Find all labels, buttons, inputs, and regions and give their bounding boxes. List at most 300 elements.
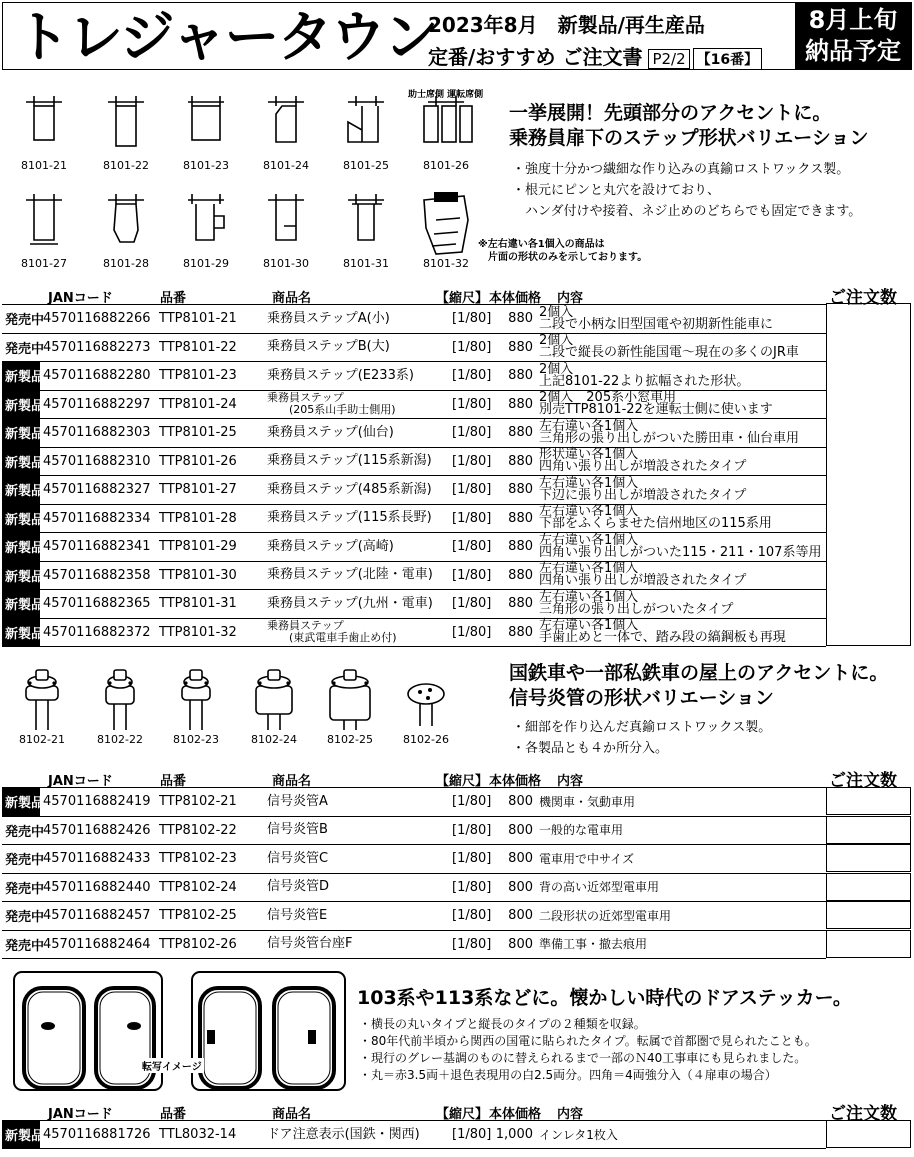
- step-diagram-8101-31: [338, 190, 394, 270]
- table-row: [2, 930, 826, 959]
- scale: [1/80]: [449, 788, 491, 817]
- horn-diagram-8102-25: [324, 666, 376, 746]
- col-desc: 内容: [557, 291, 584, 306]
- jan-code: 4570116882266: [40, 305, 156, 334]
- product-name: 乗務員ステップB(大): [267, 339, 390, 355]
- col-desc: 内容: [557, 774, 584, 789]
- diagram-label: 8102-24: [251, 733, 297, 746]
- jan-code: 4570116882372: [40, 618, 156, 647]
- status-badge: 新製品: [2, 476, 40, 505]
- diagram-label: 8101-28: [103, 257, 149, 270]
- desc-line2: 下部をふくらませた信州地区の115系用: [539, 516, 772, 532]
- price: 800: [491, 788, 536, 817]
- step-diagram-8101-26: [418, 92, 474, 172]
- price: 880: [491, 333, 536, 362]
- product-name-cell: [264, 561, 449, 590]
- product-code: TTP8102-21: [156, 788, 264, 817]
- price: 880: [491, 362, 536, 391]
- diagram-label: 8101-30: [263, 257, 309, 270]
- table-row: [2, 845, 826, 874]
- delivery-month: 8月上旬: [808, 6, 898, 34]
- desc-line1: 左右違い各1個入: [539, 504, 639, 520]
- scale: [1/80]: [449, 1121, 491, 1149]
- step-diagram-8101-30: [258, 190, 314, 270]
- desc-line1: 二段形状の近郊型電車用: [539, 908, 672, 923]
- product-name-cell: [264, 447, 449, 476]
- diagram-label: 8102-21: [19, 733, 65, 746]
- diagram-label: 8102-25: [327, 733, 373, 746]
- scale: [1/80]: [449, 390, 491, 419]
- description: [536, 590, 826, 619]
- scale: [1/80]: [449, 476, 491, 505]
- horn-diagram-8102-24: [248, 666, 300, 746]
- desc-line2: 上記8101-22より拡幅された形状。: [539, 373, 750, 389]
- col-order: ご注文数: [829, 1104, 897, 1124]
- table-row: [2, 504, 826, 533]
- price: 880: [491, 390, 536, 419]
- header-line1: 2023年8月 新製品/再生産品: [428, 13, 705, 37]
- product-name: 乗務員ステップ: [267, 619, 344, 633]
- product-name-cell: [264, 788, 449, 817]
- form-number: 【16番】: [693, 48, 762, 70]
- col-scale: 【縮尺】: [436, 774, 489, 789]
- desc-line1: 左右違い各1個入: [539, 561, 639, 577]
- table-row: [2, 590, 826, 619]
- product-name: 信号炎管D: [267, 879, 330, 895]
- status-badge: 新製品: [2, 618, 40, 647]
- desc-line2: 三角形の張り出しがついたタイプ: [539, 601, 734, 617]
- description: [536, 362, 826, 391]
- status-badge: 新製品: [2, 533, 40, 562]
- scale: [1/80]: [449, 930, 491, 959]
- price: 880: [491, 533, 536, 562]
- diagram-label: 8101-31: [343, 257, 389, 270]
- doors-bullet-4: ・丸＝赤3.5両＋退色表現用の白2.5両分。四角＝4両強分入（４扉車の場合）: [359, 1068, 777, 1082]
- desc-line1: 機関車・気動車用: [539, 794, 636, 809]
- price: 1,000: [491, 1121, 536, 1149]
- product-name-sub: (205系山手助士側用): [289, 403, 396, 417]
- col-jan: JANコード: [48, 1107, 113, 1122]
- order-quantity-box[interactable]: [826, 901, 911, 929]
- description: [536, 476, 826, 505]
- scale: [1/80]: [449, 305, 491, 334]
- product-code: TTP8102-22: [156, 816, 264, 845]
- order-quantity-box[interactable]: [826, 873, 911, 901]
- price: 880: [491, 618, 536, 647]
- horns-title1: 国鉄車や一部私鉄車の屋上のアクセントに。: [509, 662, 889, 684]
- col-code: 品番: [160, 291, 187, 306]
- product-name-sub: (東武電車手歯止め付): [289, 631, 397, 645]
- price: 800: [491, 873, 536, 902]
- product-name-cell: [264, 333, 449, 362]
- price: 880: [491, 305, 536, 334]
- col-scale: 【縮尺】: [436, 1107, 489, 1122]
- product-name-cell: [264, 504, 449, 533]
- price: 880: [491, 476, 536, 505]
- step-diagram-8101-22: [98, 92, 154, 172]
- desc-line2: 四角い張り出しが増設されたタイプ: [539, 459, 747, 475]
- status-badge: 発売中: [2, 816, 40, 845]
- description: [536, 561, 826, 590]
- product-name: 乗務員ステップ(E233系): [267, 367, 414, 383]
- door-sticker-illustration: [12, 970, 347, 1092]
- scale: [1/80]: [449, 362, 491, 391]
- table-row: [2, 1121, 826, 1149]
- col-code: 品番: [160, 1107, 187, 1122]
- status-badge: 新製品: [2, 1121, 40, 1149]
- product-code: TTP8101-21: [156, 305, 264, 334]
- jan-code: 4570116882310: [40, 447, 156, 476]
- description: [536, 930, 826, 959]
- col-price: 本体価格: [489, 1107, 542, 1122]
- scale: [1/80]: [449, 590, 491, 619]
- product-name: 信号炎管台座F: [267, 936, 353, 952]
- desc-line2: 三角形の張り出しがついた勝田車・仙台車用: [539, 430, 800, 446]
- step-diagram-8101-21: [16, 92, 72, 172]
- step-diagram-8101-25: [338, 92, 394, 172]
- product-code: TTP8101-23: [156, 362, 264, 391]
- diagram-label: 8101-23: [183, 159, 229, 172]
- desc-line2: 別売TTP8101-22を運転士側に使います: [539, 402, 773, 418]
- door-sticker-icon: [12, 970, 347, 1092]
- product-code: TTP8102-26: [156, 930, 264, 959]
- step-diagram-8101-27: [16, 190, 72, 270]
- desc-line1: 左右違い各1個入: [539, 532, 639, 548]
- table-row: [2, 816, 826, 845]
- description: [536, 390, 826, 419]
- desc-line1: インレタ1枚入: [539, 1127, 618, 1142]
- product-code: TTP8101-29: [156, 533, 264, 562]
- jan-code: 4570116882280: [40, 362, 156, 391]
- step-diagram-8101-24: [258, 92, 314, 172]
- jan-code: 4570116881726: [40, 1121, 156, 1149]
- horns-table: [2, 787, 826, 959]
- product-name-cell: [264, 618, 449, 647]
- product-name-cell: [264, 476, 449, 505]
- header-line2: [428, 41, 762, 70]
- scale: [1/80]: [449, 561, 491, 590]
- product-name: ドア注意表示(国鉄・関西): [267, 1126, 420, 1142]
- horn-diagram-8102-26: [400, 666, 452, 746]
- col-price: 本体価格: [489, 774, 542, 789]
- description: [536, 618, 826, 647]
- description: [536, 902, 826, 931]
- step-diagram-8101-29: [178, 190, 234, 270]
- diagram-label: 8102-23: [173, 733, 219, 746]
- doors-title: 103系や113系などに。懐かしい時代のドアステッカー。: [357, 987, 852, 1009]
- product-name-cell: [264, 533, 449, 562]
- steps-title2: 乗務員扉下のステップ形状バリエーション: [509, 127, 869, 149]
- horn-diagram-8102-23: [170, 666, 222, 746]
- product-name: 信号炎管A: [267, 793, 328, 809]
- desc-line2: 二段で縦長の新性能国電～現在の多くのJR車: [539, 345, 799, 361]
- col-price: 本体価格: [489, 291, 542, 306]
- transfer-label: 転写イメージ: [140, 1058, 204, 1073]
- product-code: TTL8032-14: [156, 1121, 264, 1149]
- diagram-label: 8101-26: [423, 159, 469, 172]
- scale: [1/80]: [449, 902, 491, 931]
- col-desc: 内容: [557, 1107, 584, 1122]
- col-code: 品番: [160, 774, 187, 789]
- desc-line2: 四角い張り出しが増設されたタイプ: [539, 573, 747, 589]
- header: [2, 2, 912, 70]
- product-name: 乗務員ステップ(485系新潟): [267, 481, 432, 497]
- jan-code: 4570116882303: [40, 419, 156, 448]
- description: [536, 333, 826, 362]
- steps-bullet-3: ハンダ付けや接着、ネジ止めのどちらでも固定できます。: [512, 204, 862, 219]
- product-name: 乗務員ステップ(高崎): [267, 538, 394, 554]
- table-row: [2, 873, 826, 902]
- description: [536, 533, 826, 562]
- product-name-cell: [264, 419, 449, 448]
- product-code: TTP8101-30: [156, 561, 264, 590]
- desc-line1: 2個入: [539, 304, 574, 320]
- price: 880: [491, 561, 536, 590]
- jan-code: 4570116882341: [40, 533, 156, 562]
- product-name-cell: [264, 590, 449, 619]
- brand-title: トレジャータウン: [15, 5, 437, 69]
- table-row: [2, 618, 826, 647]
- price: 800: [491, 930, 536, 959]
- order-form-title: 定番/おすすめ ご注文書: [428, 45, 643, 69]
- col-jan: JANコード: [48, 291, 113, 306]
- status-badge: 新製品: [2, 419, 40, 448]
- description: [536, 419, 826, 448]
- product-name: 乗務員ステップ(北陸・電車): [267, 567, 433, 583]
- horn-diagram-8102-21: [16, 666, 68, 746]
- jan-code: 4570116882433: [40, 845, 156, 874]
- scale: [1/80]: [449, 618, 491, 647]
- desc-line2: 四角い張り出しがついた115・211・107系等用: [539, 544, 822, 560]
- scale: [1/80]: [449, 845, 491, 874]
- desc-line1: 形状違い各1個入: [539, 447, 639, 463]
- doors-bullet-3: ・現行のグレー基調のものに替えられるまで一部のＮ40工事車にも見られました。: [359, 1051, 807, 1065]
- table-row: [2, 390, 826, 419]
- price: 880: [491, 590, 536, 619]
- description: [536, 873, 826, 902]
- desc-line1: 左右違い各1個入: [539, 618, 639, 634]
- desc-line2: 手歯止めと一体で、踏み段の縞鋼板も再現: [539, 630, 786, 646]
- col-jan: JANコード: [48, 774, 113, 789]
- order-quantity-box[interactable]: [826, 816, 911, 844]
- product-name-cell: [264, 930, 449, 959]
- description: [536, 816, 826, 845]
- desc-line1: 2個入: [539, 361, 574, 377]
- table-row: [2, 561, 826, 590]
- price: 800: [491, 816, 536, 845]
- steps-table: [2, 304, 826, 647]
- status-badge: 新製品: [2, 590, 40, 619]
- doors-table: [2, 1120, 826, 1149]
- horns-bullet-1: ・細部を作り込んだ真鍮ロストワックス製。: [512, 720, 772, 735]
- desc-line1: 電車用で中サイズ: [539, 851, 635, 866]
- description: [536, 788, 826, 817]
- diagram-label: 8101-32: [423, 257, 469, 270]
- order-quantity-box[interactable]: [826, 844, 911, 872]
- steps-note-2: 片面の形状のみを示しております。: [488, 252, 648, 263]
- status-badge: 発売中: [2, 305, 40, 334]
- jan-code: 4570116882327: [40, 476, 156, 505]
- desc-line1: 左右違い各1個入: [539, 475, 639, 491]
- status-badge: 新製品: [2, 447, 40, 476]
- product-name: 乗務員ステップ(115系新潟): [267, 453, 432, 469]
- product-name: 乗務員ステップ(仙台): [267, 424, 394, 440]
- step-diagram-8101-23: [178, 92, 234, 172]
- product-code: TTP8101-31: [156, 590, 264, 619]
- product-code: TTP8101-28: [156, 504, 264, 533]
- scale: [1/80]: [449, 533, 491, 562]
- price: 880: [491, 504, 536, 533]
- col-scale: 【縮尺】: [436, 291, 489, 306]
- diagram-label: 8101-21: [21, 159, 67, 172]
- product-name: 信号炎管E: [267, 907, 328, 923]
- status-badge: 発売中: [2, 845, 40, 874]
- desc-line1: 2個入: [539, 333, 574, 349]
- table-row: [2, 788, 826, 817]
- product-name-cell: [264, 873, 449, 902]
- status-badge: 新製品: [2, 561, 40, 590]
- desc-line1: 準備工事・撤去痕用: [539, 937, 648, 952]
- price: 800: [491, 902, 536, 931]
- product-code: TTP8101-24: [156, 390, 264, 419]
- steps-bullet-2: ・根元にピンと丸穴を設けており、: [512, 183, 721, 198]
- col-name: 商品名: [272, 291, 312, 306]
- table-row: [2, 419, 826, 448]
- col-order: ご注文数: [829, 771, 897, 791]
- status-badge: 発売中: [2, 873, 40, 902]
- description: [536, 504, 826, 533]
- steps-title1: 一挙展開！先頭部分のアクセントに。: [509, 102, 832, 124]
- steps-order-box[interactable]: [826, 303, 911, 646]
- desc-line1: 背の高い近郊型電車用: [539, 880, 660, 895]
- scale: [1/80]: [449, 816, 491, 845]
- jan-code: 4570116882334: [40, 504, 156, 533]
- order-quantity-box[interactable]: [826, 787, 911, 815]
- doors-order-box[interactable]: [826, 1120, 911, 1148]
- status-badge: 新製品: [2, 788, 40, 817]
- desc-line1: 左右違い各1個入: [539, 418, 639, 434]
- product-code: TTP8101-32: [156, 618, 264, 647]
- delivery-label: 納品予定: [805, 37, 901, 65]
- price: 800: [491, 845, 536, 874]
- diagram-label: 8102-26: [403, 733, 449, 746]
- status-badge: 発売中: [2, 902, 40, 931]
- product-name: 乗務員ステップ(115系長野): [267, 510, 432, 526]
- status-badge: 発売中: [2, 930, 40, 959]
- product-name-cell: [264, 362, 449, 391]
- scale: [1/80]: [449, 873, 491, 902]
- product-name-cell: [264, 1121, 449, 1149]
- desc-line1: 一般的な電車用: [539, 823, 624, 838]
- product-code: TTP8102-24: [156, 873, 264, 902]
- diagram-label: 8101-22: [103, 159, 149, 172]
- table-row: [2, 333, 826, 362]
- product-name: 乗務員ステップ(九州・電車): [267, 595, 433, 611]
- description: [536, 447, 826, 476]
- jan-code: 4570116882426: [40, 816, 156, 845]
- page-number: P2/2: [648, 49, 689, 69]
- product-name: 信号炎管C: [267, 850, 329, 866]
- diagram-label: 8101-29: [183, 257, 229, 270]
- steps-note-1: ※左右違い各1個入の商品は: [478, 239, 605, 250]
- scale: [1/80]: [449, 419, 491, 448]
- doors-table-header: [0, 1099, 914, 1124]
- desc-line1: 左右違い各1個入: [539, 589, 639, 605]
- doors-bullet-2: ・80年代前半頃から関西の国電に貼られたタイプ。転属で首都圏で見られたことも。: [359, 1034, 817, 1048]
- product-code: TTP8101-27: [156, 476, 264, 505]
- product-code: TTP8101-22: [156, 333, 264, 362]
- product-code: TTP8102-25: [156, 902, 264, 931]
- table-row: [2, 902, 826, 931]
- product-code: TTP8101-25: [156, 419, 264, 448]
- jan-code: 4570116882419: [40, 788, 156, 817]
- jan-code: 4570116882365: [40, 590, 156, 619]
- horns-bullet-2: ・各製品とも４か所分入。: [512, 741, 669, 756]
- jan-code: 4570116882440: [40, 873, 156, 902]
- horns-title2: 信号炎管の形状バリエーション: [509, 687, 774, 709]
- doors-bullet-1: ・横長の丸いタイプと縦長のタイプの２種類を収録。: [359, 1017, 646, 1031]
- jan-code: 4570116882464: [40, 930, 156, 959]
- seat-labels: 助士席側 運転席側: [408, 90, 484, 100]
- steps-table-header: [0, 283, 914, 308]
- product-name: 乗務員ステップ: [267, 391, 344, 405]
- status-badge: 新製品: [2, 504, 40, 533]
- col-name: 商品名: [272, 1107, 312, 1122]
- scale: [1/80]: [449, 333, 491, 362]
- horns-table-header: [0, 766, 914, 791]
- order-quantity-box[interactable]: [826, 930, 911, 958]
- delivery-badge: [795, 3, 911, 69]
- status-badge: 発売中: [2, 333, 40, 362]
- product-name: 信号炎管B: [267, 822, 328, 838]
- table-row: [2, 447, 826, 476]
- product-name: 乗務員ステップA(小): [267, 310, 390, 326]
- status-badge: 新製品: [2, 390, 40, 419]
- desc-line2: 二段で小柄な旧型国電や初期新性能車に: [539, 316, 774, 332]
- product-name-cell: [264, 845, 449, 874]
- diagram-label: 8102-22: [97, 733, 143, 746]
- price: 880: [491, 419, 536, 448]
- status-badge: 新製品: [2, 362, 40, 391]
- col-name: 商品名: [272, 774, 312, 789]
- jan-code: 4570116882297: [40, 390, 156, 419]
- table-row: [2, 476, 826, 505]
- price: 880: [491, 447, 536, 476]
- desc-line1: 2個入 205系小窓車用: [539, 390, 677, 406]
- product-name-cell: [264, 902, 449, 931]
- description: [536, 305, 826, 334]
- product-name-cell: [264, 816, 449, 845]
- scale: [1/80]: [449, 504, 491, 533]
- table-row: [2, 533, 826, 562]
- step-diagram-8101-32: [418, 190, 474, 270]
- col-order: ご注文数: [829, 288, 897, 308]
- jan-code: 4570116882457: [40, 902, 156, 931]
- product-code: TTP8101-26: [156, 447, 264, 476]
- description: [536, 1121, 826, 1149]
- table-row: [2, 362, 826, 391]
- desc-line2: 下辺に張り出しが増設されたタイプ: [539, 487, 747, 503]
- horn-diagram-8102-22: [94, 666, 146, 746]
- diagram-label: 8101-24: [263, 159, 309, 172]
- diagram-label: 8101-27: [21, 257, 67, 270]
- scale: [1/80]: [449, 447, 491, 476]
- jan-code: 4570116882273: [40, 333, 156, 362]
- jan-code: 4570116882358: [40, 561, 156, 590]
- product-name-cell: [264, 390, 449, 419]
- step-diagram-8101-28: [98, 190, 154, 270]
- description: [536, 845, 826, 874]
